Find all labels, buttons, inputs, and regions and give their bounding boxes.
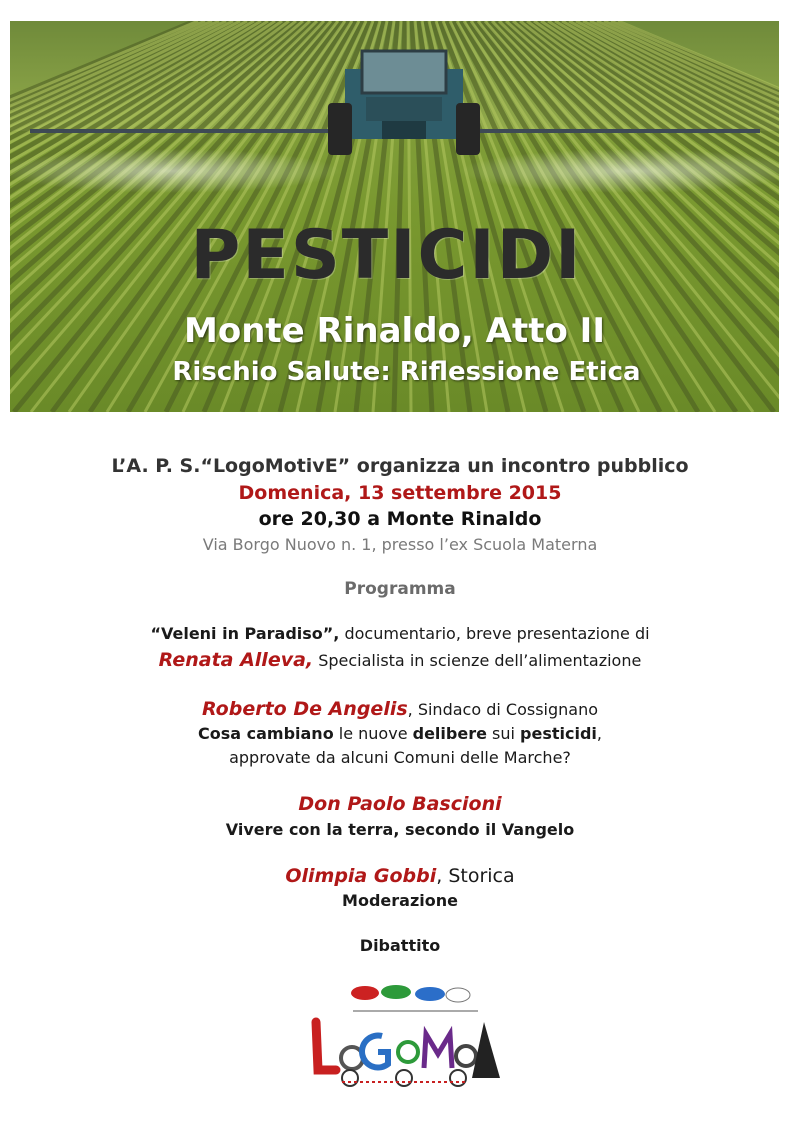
talk-title-part: le nuove: [333, 724, 413, 743]
debate-label: Dibattito: [359, 936, 441, 955]
hero-title: PESTICIDI: [190, 216, 583, 295]
hero-tagline: Rischio Salute: Riflessione Etica: [172, 357, 641, 387]
event-address: Via Borgo Nuovo n. 1, presso l’ex Scuola Materna: [202, 535, 598, 554]
talk-title-part: delibere: [412, 724, 487, 743]
moderator-role: Moderazione: [342, 891, 458, 910]
speaker-role: , Storica: [436, 865, 515, 887]
speaker-name: Renata Alleva,: [158, 649, 314, 671]
talk-title-part: pesticidi: [520, 724, 597, 743]
speaker-name: Olimpia Gobbi: [285, 865, 437, 887]
talk-title-part: sui: [486, 724, 521, 743]
film-title: “Veleni in Paradiso”,: [150, 624, 340, 643]
film-description: documentario, breve presentazione di: [339, 624, 650, 643]
speaker-name: Roberto De Angelis: [201, 698, 408, 720]
talk-title: [0, 724, 800, 743]
program-item-film: [0, 624, 800, 643]
hero-image: [10, 21, 779, 412]
organizer-line: L’A. P. S.“LogoMotivE” organizza un incontro pubblico: [111, 455, 689, 477]
event-time-place: ore 20,30 a Monte Rinaldo: [258, 508, 542, 530]
talk-title-part: ,: [596, 724, 603, 743]
program-item-speaker2: [0, 698, 800, 720]
talk-title: Vivere con la terra, secondo il Vangelo: [225, 820, 575, 839]
program-item-speaker1: [0, 649, 800, 671]
talk-title-part: Cosa cambiano: [197, 724, 334, 743]
speaker-role: , Sindaco di Cossignano: [407, 700, 598, 719]
program-heading: Programma: [344, 579, 456, 599]
hero-subtitle: Monte Rinaldo, Atto II: [184, 311, 605, 351]
logomotive-logo: [308, 978, 508, 1090]
talk-subtitle: approvate da alcuni Comuni delle Marche?: [229, 748, 571, 767]
program-item-moderator: [0, 865, 800, 887]
speaker-role: Specialista in scienze dell’alimentazione: [313, 651, 642, 670]
event-date: Domenica, 13 settembre 2015: [238, 482, 562, 504]
speaker-name: Don Paolo Bascioni: [298, 793, 502, 815]
